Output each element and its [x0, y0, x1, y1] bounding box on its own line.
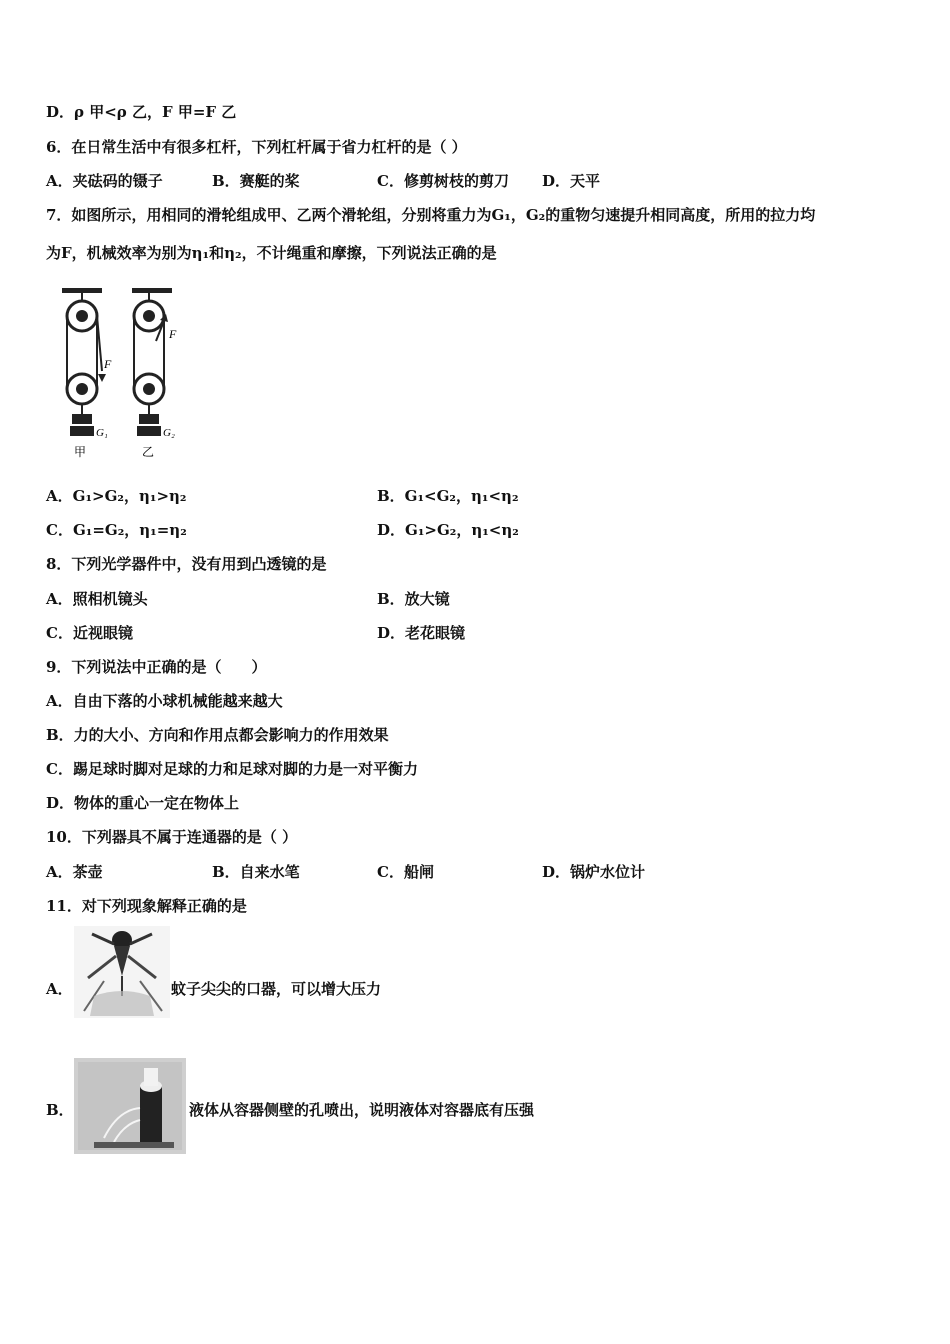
weight-label-g2: G₂ [163, 427, 175, 439]
q8-option-b: B．放大镜 [377, 590, 450, 608]
q6-option-b: B．赛艇的桨 [212, 172, 300, 190]
q6-stem: 6．在日常生活中有很多杠杆，下列杠杆属于省力杠杆的是（ ） [46, 138, 467, 156]
q9-stem: 9．下列说法中正确的是（ ） [46, 658, 267, 676]
q8-option-c: C．近视眼镜 [46, 624, 133, 642]
q11-option-a-text: 蚊子尖尖的口器，可以增大压力 [171, 980, 382, 998]
mosquito-image [74, 926, 170, 1018]
q10-option-b: B．自来水笔 [212, 863, 300, 881]
q11-stem: 11．对下列现象解释正确的是 [46, 897, 247, 915]
q10-option-d: D．锅炉水位计 [542, 863, 646, 881]
figure-label-right: 乙 [142, 445, 155, 459]
q7-stem-line2: 为F，机械效率为别为η₁和η₂，不计绳重和摩擦，下列说法正确的是 [46, 244, 497, 262]
ceiling-left [62, 288, 102, 293]
weight-label-g1: G₁ [96, 427, 108, 439]
q7-stem-line1: 7．如图所示，用相同的滑轮组成甲、乙两个滑轮组，分别将重力为G₁，G₂的重物匀速提升相同高度，所用的拉力均 [46, 206, 816, 224]
q9-option-a: A．自由下落的小球机械能越来越大 [46, 692, 283, 710]
figure-label-left: 甲 [74, 445, 87, 459]
weight-g2 [139, 414, 159, 424]
q7-option-a: A．G₁>G₂，η₁>η₂ [46, 487, 187, 505]
force-label-left: F [104, 357, 112, 371]
q9-option-c: C．踢足球时脚对足球的力和足球对脚的力是一对平衡力 [46, 760, 418, 778]
force-label-right: F [169, 327, 177, 341]
q10-option-a: A．茶壶 [46, 863, 103, 881]
q11-option-b-text: 液体从容器侧壁的孔喷出，说明液体对容器底有压强 [189, 1101, 535, 1119]
q6-option-c: C．修剪树枝的剪刀 [377, 172, 509, 190]
q6-option-a: A．夹砝码的镊子 [46, 172, 163, 190]
q10-stem: 10．下列器具不属于连通器的是（ ） [46, 828, 298, 846]
q5-option-d: D．ρ 甲<ρ 乙，F 甲=F 乙 [46, 103, 237, 121]
q8-option-d: D．老花眼镜 [377, 624, 466, 642]
q9-option-d: D．物体的重心一定在物体上 [46, 794, 240, 812]
q7-option-d: D．G₁>G₂，η₁<η₂ [377, 521, 519, 539]
q6-option-d: D．天平 [542, 172, 601, 190]
liquid-container-image [74, 1058, 186, 1154]
q8-option-a: A．照相机镜头 [46, 590, 148, 608]
ceiling-right [132, 288, 172, 293]
q7-option-b: B．G₁<G₂，η₁<η₂ [377, 487, 519, 505]
q8-stem: 8．下列光学器件中，没有用到凸透镜的是 [46, 555, 327, 573]
q10-option-c: C．船闸 [377, 863, 434, 881]
q11-option-b-label: B． [46, 1101, 74, 1119]
pulley-system-figure [56, 286, 186, 461]
q11-option-a-label: A． [46, 980, 73, 998]
q7-option-c: C．G₁=G₂，η₁=η₂ [46, 521, 187, 539]
q9-option-b: B．力的大小、方向和作用点都会影响力的作用效果 [46, 726, 389, 744]
weight-g1 [72, 414, 92, 424]
